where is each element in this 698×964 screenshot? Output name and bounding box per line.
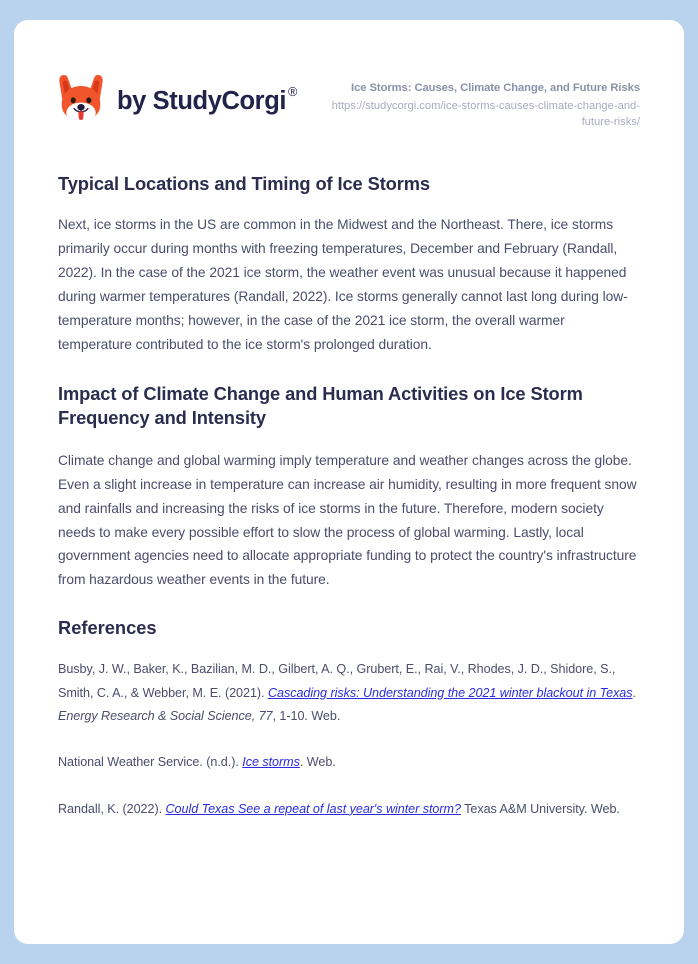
- reference-separator: .: [632, 685, 636, 700]
- reference-link[interactable]: Could Texas See a repeat of last year's winter storm?: [165, 801, 461, 816]
- references-heading: References: [58, 617, 157, 639]
- brand-wordmark: [117, 82, 295, 115]
- document-title: Ice Storms: Causes, Climate Change, and Future Risks: [351, 82, 640, 94]
- registered-trademark-icon: ®: [288, 84, 297, 99]
- brand-wordmark-text: by StudyCorgi: [117, 86, 287, 115]
- reference-authors: Randall, K. (2022).: [58, 801, 166, 816]
- reference-pages: , 1-10. Web.: [272, 708, 341, 723]
- reference-authors: National Weather Service. (n.d.).: [58, 755, 243, 770]
- section-heading-locations: Typical Locations and Timing of Ice Storms: [58, 172, 430, 194]
- reference-pages: . Web.: [299, 755, 336, 770]
- document-url[interactable]: https://studycorgi.com/ice-storms-causes-climate-change-and-future-risks/: [331, 100, 640, 129]
- reference-entry: [58, 798, 640, 821]
- reference-pages: Texas A&M University. Web.: [464, 801, 620, 816]
- reference-source: Energy Research & Social Science, 77: [58, 708, 273, 723]
- document-page-card: [14, 20, 684, 944]
- corgi-face-logo-icon: [58, 74, 104, 122]
- section-paragraph-locations: Next, ice storms in the US are common in the Midwest and the Northeast. There, ice storms primarily occur during months with freezing temperatures, December and February (Randall, 2022). In the case of the 2021 ice storm, the weather event was unusual because it happened during warmer temperatures (Randall, 2022). Ice storms generally cannot last long during low-temperature months; however, in the case of the 2021 ice storm, the overall warmer temperature contributed to the ice storm's prolonged duration.: [58, 217, 628, 352]
- brand-logo-block: [58, 74, 295, 122]
- header-meta-block: [305, 74, 640, 131]
- reference-entry: [58, 658, 640, 728]
- document-header: [58, 20, 640, 131]
- reference-entry: [58, 751, 640, 774]
- section-paragraph-climate-impact: Climate change and global warming imply temperature and weather changes across the globe. Even a slight increase in temperature can increase air humidity, resulting in more frequent snow and rainfalls and increasing the risks of ice storms in the future. Therefore, modern society needs to make every possible effort to slow the process of global warming. Lastly, local government agencies need to allocate appropriate funding to protect the country's infrastructure from hazardous weather events in the future.: [58, 452, 637, 588]
- document-content: [58, 131, 640, 821]
- reference-authors: Busby, J. W., Baker, K., Bazilian, M. D., Gilbert, A. Q., Grubert, E., Rai, V., Rhodes, J. D., Shidore, S., Smith, C. A., & Webber, M. E. (2021).: [58, 662, 616, 700]
- reference-link[interactable]: Ice storms: [242, 755, 300, 770]
- section-heading-climate-impact: Impact of Climate Change and Human Activities on Ice Storm Frequency and Intensity: [58, 382, 583, 429]
- reference-link[interactable]: Cascading risks: Understanding the 2021 winter blackout in Texas: [267, 685, 633, 700]
